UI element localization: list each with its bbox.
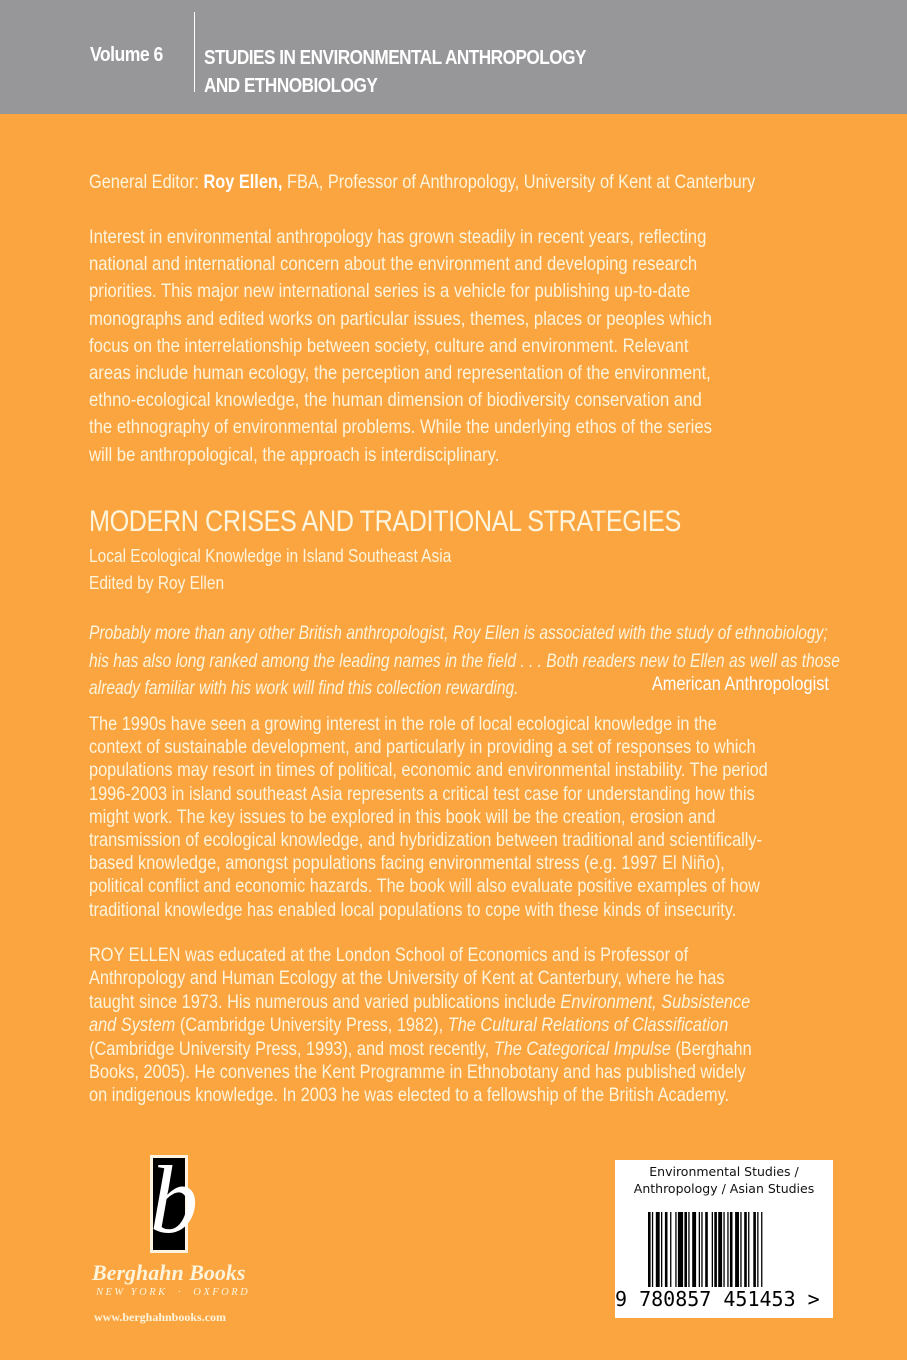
text-line: the ethnography of environmental problems. While the underlying ethos of the series (89, 416, 712, 439)
text-line: populations may resort in times of political, economic and environmental instability. The period (89, 760, 768, 782)
quote-line: already familiar with his work will find this collection rewarding. (89, 678, 519, 699)
book-title-italic: Environment, Subsistence (560, 991, 751, 1013)
bio-text: (Cambridge University Press, 1993), and most recently, (89, 1038, 494, 1060)
book-title: MODERN CRISES AND TRADITIONAL STRATEGIES (89, 505, 681, 538)
quote-line: his has also long ranked among the leading names in the field . . . Both readers new to Ellen as well as those (89, 650, 840, 672)
quote-source: American Anthropologist (651, 674, 829, 695)
editor-name: Roy Ellen, (203, 172, 283, 193)
text-line (89, 1038, 752, 1061)
book-editor: Edited by Roy Ellen (89, 573, 225, 593)
book-description (89, 713, 768, 922)
bio-text: (Cambridge University Press, 1982), (175, 1015, 448, 1037)
text-line: based knowledge, amongst populations facing environmental stress (e.g. 1997 El Niño), (89, 853, 725, 875)
isbn-text: 9 780857 451453 > (615, 1287, 820, 1311)
text-line: might work. The key issues to be explored in this book will be the creation, erosion and (89, 806, 716, 828)
text-line: on indigenous knowledge. In 2003 he was elected to a fellowship of the British Academy. (89, 1085, 730, 1107)
text-line: ROY ELLEN was educated at the London School of Economics and is Professor of (89, 945, 689, 966)
barcode-label (615, 1160, 833, 1318)
book-subtitle-block (89, 543, 743, 597)
book-title-italic: The Cultural Relations of Classification (447, 1015, 729, 1037)
text-line: focus on the interrelationship between society, culture and environment. Relevant (89, 334, 689, 357)
text-line (89, 1014, 743, 1037)
text-line: areas include human ecology, the perception and representation of the environment, (89, 362, 711, 385)
editor-label: General Editor: (89, 172, 199, 193)
text-line (89, 991, 751, 1014)
logo-letter: b (150, 1146, 198, 1253)
text-line: context of sustainable development, and particularly in providing a set of responses to which (89, 737, 756, 759)
text-line: traditional knowledge has enabled local populations to cope with these kinds of insecurity. (89, 899, 737, 921)
general-editor (89, 172, 756, 194)
text-line: Interest in environmental anthropology has grown steadily in recent years, reflecting (89, 226, 707, 248)
volume-number: Volume 6 (90, 44, 163, 66)
series-header-band (0, 0, 907, 114)
book-title-italic: The Categorical Impulse (493, 1038, 671, 1060)
text-line: political conflict and economic hazards. The book will also evaluate positive examples of how (89, 876, 760, 898)
text-line: priorities. This major new international series is a vehicle for publishing up-to-date (89, 280, 691, 303)
book-subtitle: Local Ecological Knowledge in Island Southeast Asia (89, 546, 452, 566)
text-line: will be anthropological, the approach is interdisciplinary. (89, 443, 500, 466)
series-description (89, 224, 743, 469)
text-line: national and international concern about the environment and developing research (89, 253, 698, 276)
book-title-italic: and System (89, 1015, 176, 1037)
series-title (204, 44, 586, 100)
publisher-url: www.berghahnbooks.com (94, 1310, 227, 1324)
subject-category (615, 1163, 833, 1197)
quote-line: Probably more than any other British anthropologist, Roy Ellen is associated with the study of ethnobiology; (89, 623, 828, 644)
text-line: monographs and edited works on particular issues, themes, places or peoples which (89, 307, 712, 330)
text-line: Anthropology and Human Ecology at the University of Kent at Canterbury, where he has (89, 968, 725, 990)
berghahn-logo (150, 1146, 198, 1253)
bio-text: (Berghahn (670, 1038, 752, 1060)
isbn-number (615, 1287, 833, 1311)
publisher-name: Berghahn Books (92, 1260, 246, 1285)
header-divider (194, 12, 195, 92)
text-line: Books, 2005). He convenes the Kent Programme in Ethnobotany and has published widely (89, 1062, 746, 1084)
category-line: Anthropology / Asian Studies (633, 1181, 815, 1196)
text-line: 1996-2003 in island southeast Asia represents a critical test case for understanding how this (89, 783, 755, 805)
author-bio (89, 944, 752, 1108)
text-line: ethno-ecological knowledge, the human dimension of biodiversity conservation and (89, 389, 702, 412)
text-line: transmission of ecological knowledge, and hybridization between traditional and scientifically- (89, 830, 763, 852)
series-title-line: STUDIES IN ENVIRONMENTAL ANTHROPOLOGY (204, 47, 586, 69)
text-line: The 1990s have seen a growing interest in the role of local ecological knowledge in the (89, 714, 717, 735)
category-line: Environmental Studies / (649, 1164, 799, 1179)
bio-text: taught since 1973. His numerous and varied publications include (89, 991, 561, 1013)
series-title-line: AND ETHNOBIOLOGY (204, 75, 378, 97)
publisher-cities: NEW YORK · OXFORD (96, 1287, 251, 1298)
editor-credentials: FBA, Professor of Anthropology, University of Kent at Canterbury (286, 172, 756, 193)
